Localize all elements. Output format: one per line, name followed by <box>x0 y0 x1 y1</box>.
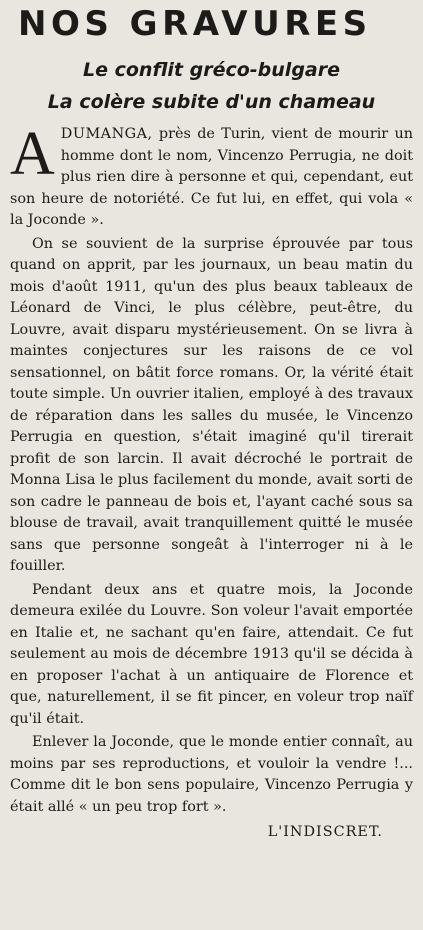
article-paragraph: On se souvient de la surprise éprouvée par tous quand on apprit, par les journaux, un beau matin du mois d'août 1911, qu'un des plus beaux tableaux de Léonard de Vinci, le plus célèbre, peut-être, du Louvre, avait disparu mystérieusement. On se livra à maintes conjectures sur les raisons de ce vol sensationnel, on bâtit force romans. Or, la vérité était toute simple. Un ouvrier italien, employé à des travaux de réparation dans les salles du musée, le Vincenzo Perrugia en question, s'était imaginé qu'il tirerait profit de son larcin. Il avait décroché le portrait de Monna Lisa le plus facilement du monde, avait sorti de son cadre le panneau de bois et, l'ayant caché sous sa blouse de travail, avait tranquillement quitté le musée sans que personne songeât à l'interroger ni à le fouiller. <box>10 235 413 574</box>
headline-conflict: Le conflit gréco-bulgare <box>83 59 340 81</box>
article-paragraph: Enlever la Joconde, que le monde entier connaît, au moins par ses reproductions, et vouloir la vendre !... Comme dit le bon sens populaire, Vincenzo Perrugia y était allé « un peu trop fort ». <box>10 734 413 815</box>
article-body <box>10 120 413 818</box>
section-masthead: NOS GRAVURES <box>18 4 372 44</box>
lead-word: DUMANGA, <box>60 126 153 142</box>
headline-camel: La colère subite d'un chameau <box>47 91 376 113</box>
drop-cap: A <box>10 120 55 188</box>
article-paragraph <box>10 120 413 232</box>
author-signature: L'INDISCRET. <box>267 824 383 840</box>
article-paragraph: Pendant deux ans et quatre mois, la Joconde demeura exilée du Louvre. Son voleur l'avait emportée en Italie et, ne sachant qu'en faire, attendait. Ce fut seulement au mois de décembre 1913 qu'il se décida à en proposer l'achat à un antiquaire de Florence et que, naturellement, il se fit pincer, en voleur trop naïf qu'il était. <box>10 581 413 727</box>
paragraph-text: près de Turin, vient de mourir un homme dont le nom, Vincenzo Perrugia, ne doit plus rien dire à personne et qui, cependant, eut son heure de notoriété. Ce fut lui, en effet, qui vola « la Joconde ». <box>10 126 413 228</box>
